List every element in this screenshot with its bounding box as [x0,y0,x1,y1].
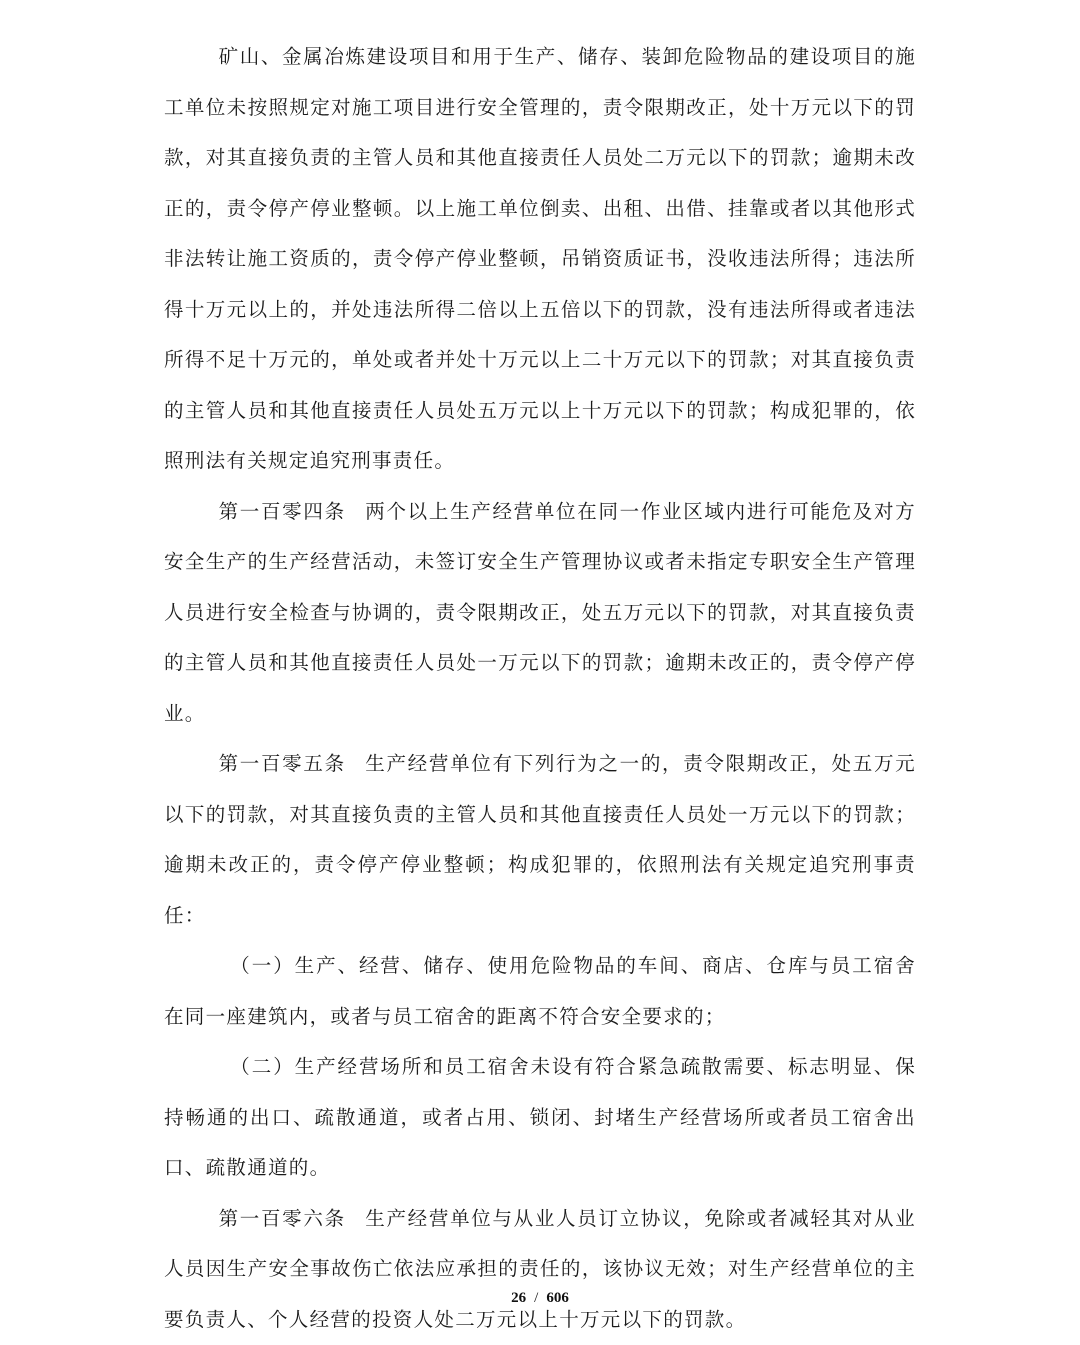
list-item-text: （二）生产经营场所和员工宿舍未设有符合紧急疏散需要、标志明显、保持畅通的出口、疏散通道，或者占用、锁闭、封堵生产经营场所或者员工宿舍出口、疏散通道的。 [164,1055,916,1179]
article-text: 生产经营单位有下列行为之一的，责令限期改正，处五万元以下的罚款，对其直接负责的主管人员和其他直接责任人员处一万元以下的罚款；逾期未改正的，责令停产停业整顿；构成犯罪的，依照刑法有关规定追究刑事责任： [164,752,916,927]
list-item-1 [164,941,916,1042]
list-item-2 [164,1042,916,1194]
article-105 [164,739,916,941]
article-text: 两个以上生产经营单位在同一作业区域内进行可能危及对方安全生产的生产经营活动，未签订安全生产管理协议或者未指定专职安全生产管理人员进行安全检查与协调的，责令限期改正，处五万元以下的罚款，对其直接负责的主管人员和其他直接责任人员处一万元以下的罚款；逾期未改正的，责令停产停业。 [164,500,916,725]
total-pages: 606 [546,1290,569,1306]
paragraph-text: 矿山、金属冶炼建设项目和用于生产、储存、装卸危险物品的建设项目的施工单位未按照规定对施工项目进行安全管理的，责令限期改正，处十万元以下的罚款，对其直接负责的主管人员和其他直接责任人员处二万元以下的罚款；逾期未改正的，责令停产停业整顿。以上施工单位倒卖、出租、出借、挂靠或者以其他形式非法转让施工资质的，责令停产停业整顿，吊销资质证书，没收违法所得；违法所得十万元以上的，并处违法所得二倍以上五倍以下的罚款，没有违法所得或者违法所得不足十万元的，单处或者并处十万元以上二十万元以下的罚款；对其直接负责的主管人员和其他直接责任人员处五万元以上十万元以下的罚款；构成犯罪的，依照刑法有关规定追究刑事责任。 [164,45,916,472]
paragraph-construction-penalty [164,32,916,487]
article-number: 第一百零六条 [219,1207,346,1230]
page-separator: / [534,1290,538,1306]
article-text: 生产经营单位与从业人员订立协议，免除或者减轻其对从业人员因生产安全事故伤亡依法应承担的责任的，该协议无效；对生产经营单位的主要负责人、个人经营的投资人处二万元以上十万元以下的罚款。 [164,1207,916,1331]
list-item-text: （一）生产、经营、储存、使用危险物品的车间、商店、仓库与员工宿舍在同一座建筑内，或者与员工宿舍的距离不符合安全要求的； [164,954,916,1028]
article-number: 第一百零四条 [219,500,346,523]
document-body [164,32,916,1345]
article-104 [164,487,916,740]
article-106 [164,1194,916,1345]
article-number: 第一百零五条 [219,752,346,775]
current-page: 26 [511,1290,526,1306]
page-number [0,1290,1080,1307]
